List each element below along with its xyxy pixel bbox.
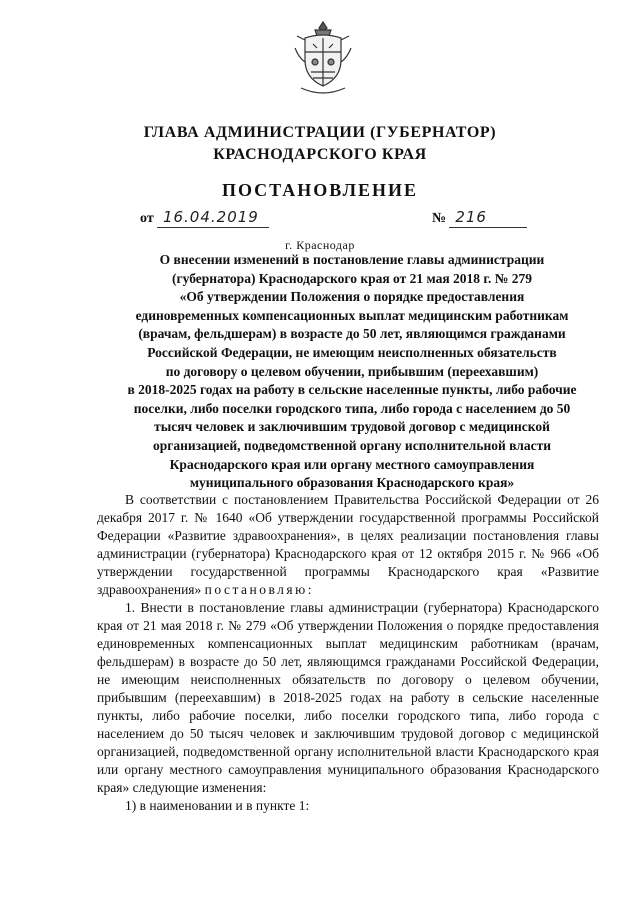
handwritten-date: 16.04.2019 [157,208,269,228]
issuer-region: КРАСНОДАРСКОГО КРАЯ [213,146,427,163]
document-title: О внесении изменений в постановление главы администрации (губернатора) Краснодарского края от 21 мая 2018 г. № 279 «Об утверждении Положения о порядке предоставления единовременных компенсационных выплат медицинским работникам (врачам, фельдшерам) в возрасте до 50 лет, являющимся гражданами Российской Федерации, не имеющим неисполненных обязательств по договору о целевом обучении, прибывшим (переехавшим) в 2018-2025 годах на работу в сельские населенные пункты, либо рабочие поселки, либо поселки городского типа, либо города с населением до 50 тысяч человек и заключившим трудовой договор с медицинской организацией, подведомственной органу исполнительной власти Краснодарского края или органу местного самоуправления муниципального образования Краснодарского края» [127,252,577,491]
coat-of-arms-emblem [293,18,353,98]
body-paragraph [97,491,599,599]
city: г. Краснодар [285,238,355,252]
document-body [97,491,599,815]
handwritten-number: 216 [449,208,527,228]
document-type: ПОСТАНОВЛЕНИЕ [221,180,419,200]
number-label: № [432,211,447,226]
issuer-title: ГЛАВА АДМИНИСТРАЦИИ (ГУБЕРНАТОР) [143,124,497,141]
number-row [432,208,527,228]
date-label: от [140,211,154,226]
date-row [140,208,269,228]
resolution-keyword: постановляю: [204,582,314,597]
paragraph-text: В соответствии с постановлением Правительства Российской Федерации от 26 декабря 2017 г. № 1640 «Об утверждении государственной программы Российской Федерации «Развитие здравоохранения», в целях реализации постановления главы администрации (губернатора) Краснодарского края от 12 октября 2015 г. № 966 «Об утверждении государственной программы Краснодарского края «Развитие здравоохранения» [97,492,599,597]
body-paragraph: 1. Внести в постановление главы администрации (губернатора) Краснодарского края от 21 мая 2018 г. № 279 «Об утверждении Положения о порядке предоставления единовременных компенсационных выплат медицинским работникам (врачам, фельдшерам) в возрасте до 50 лет, являющимся гражданами Российской Федерации, не имеющим неисполненных обязательств по договору о целевом обучении, прибывшим (переехавшим) в 2018-2025 годах на работу в сельские населенные пункты, либо рабочие поселки, либо поселки городского типа, либо города с населением до 50 тысяч человек и заключившим трудовой договор с медицинской организацией, подведомственной органу исполнительной власти Краснодарского края или органу местного самоуправления муниципального образования Краснодарского края» следующие изменения: [97,600,599,795]
body-paragraph: 1) в наименовании и в пункте 1: [125,798,310,813]
